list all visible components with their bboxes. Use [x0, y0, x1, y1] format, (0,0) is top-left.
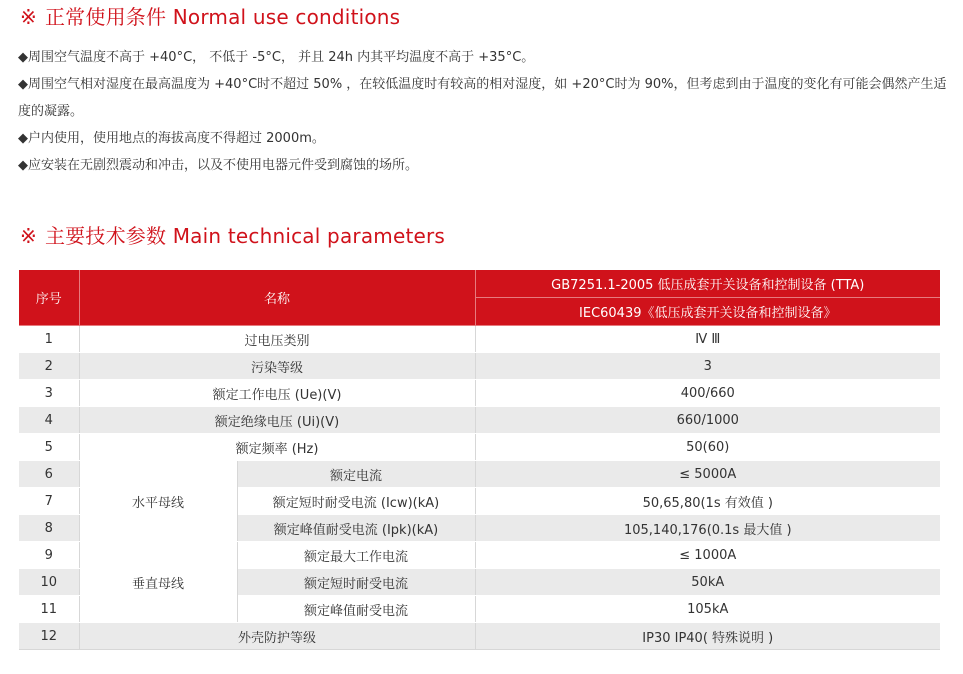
row-value: 50kA [475, 569, 940, 596]
row-name: 额定电流 [237, 461, 475, 488]
table-row [19, 434, 940, 461]
row-name: 额定最大工作电流 [237, 542, 475, 569]
table-row [19, 353, 940, 380]
header-standard-gb: GB7251.1-2005 低压成套开关设备和控制设备 (TTA) [475, 270, 940, 298]
condition-item: ◆户内使用，使用地点的海拔高度不得超过 2000m。 [18, 131, 325, 146]
row-name: 额定峰值耐受电流 [237, 596, 475, 623]
row-group-horizontal-busbar: 水平母线 [79, 461, 237, 542]
row-no: 7 [19, 488, 79, 515]
row-name: 过电压类别 [79, 326, 475, 353]
row-name: 额定工作电压 (Ue)(V) [79, 380, 475, 407]
row-no: 3 [19, 380, 79, 407]
row-no: 11 [19, 596, 79, 623]
table-row [19, 407, 940, 434]
reference-mark-icon: ※ [20, 5, 37, 29]
row-name: 污染等级 [79, 353, 475, 380]
row-value: 105,140,176(0.1s 最大值 ) [475, 515, 940, 542]
table-row [19, 542, 940, 569]
section-title-text: 正常使用条件 Normal use conditions [44, 5, 401, 29]
row-name: 额定短时耐受电流 [237, 569, 475, 596]
header-no: 序号 [19, 270, 79, 326]
section-title-normal-use [20, 7, 400, 27]
table-row [19, 326, 940, 353]
row-name: 额定峰值耐受电流 (Ipk)(kA) [237, 515, 475, 542]
row-value: 3 [475, 353, 940, 380]
row-name: 额定频率 (Hz) [79, 434, 475, 461]
header-name: 名称 [79, 270, 475, 326]
table-row [19, 380, 940, 407]
row-group-vertical-busbar: 垂直母线 [79, 542, 237, 623]
row-value: ≤ 1000A [475, 542, 940, 569]
condition-item: ◆应安装在无剧烈震动和冲击，以及不使用电器元件受到腐蚀的场所。 [18, 158, 418, 173]
condition-item: ◆周围空气相对湿度在最高温度为 +40°C时不超过 50% ，在较低温度时有较高的相对湿度，如 +20°C时为 90%，但考虑到由于温度的变化有可能会偶然产生适度的凝露。 [18, 77, 947, 119]
row-value: IP30 IP40( 特殊说明 ) [475, 623, 940, 650]
row-value: 400/660 [475, 380, 940, 407]
row-name: 外壳防护等级 [79, 623, 475, 650]
section-title-text: 主要技术参数 Main technical parameters [44, 224, 446, 248]
technical-parameters-table [19, 270, 940, 650]
section-title-main-params [20, 226, 445, 246]
row-value: 660/1000 [475, 407, 940, 434]
row-no: 1 [19, 326, 79, 353]
row-no: 2 [19, 353, 79, 380]
row-no: 6 [19, 461, 79, 488]
row-no: 5 [19, 434, 79, 461]
table-row [19, 461, 940, 488]
row-value: 50(60) [475, 434, 940, 461]
row-no: 8 [19, 515, 79, 542]
row-value: ≤ 5000A [475, 461, 940, 488]
row-value: 105kA [475, 596, 940, 623]
table-row [19, 623, 940, 650]
header-standard-iec: IEC60439《低压成套开关设备和控制设备》 [475, 298, 940, 326]
row-name: 额定绝缘电压 (Ui)(V) [79, 407, 475, 434]
conditions-list [18, 44, 948, 179]
row-value: Ⅳ Ⅲ [475, 326, 940, 353]
reference-mark-icon: ※ [20, 224, 37, 248]
row-no: 9 [19, 542, 79, 569]
row-name: 额定短时耐受电流 (Icw)(kA) [237, 488, 475, 515]
condition-item: ◆周围空气温度不高于 +40°C， 不低于 -5°C， 并且 24h 内其平均温度不高于 +35°C。 [18, 50, 535, 65]
row-no: 10 [19, 569, 79, 596]
row-no: 12 [19, 623, 79, 650]
row-value: 50,65,80(1s 有效值 ) [475, 488, 940, 515]
row-no: 4 [19, 407, 79, 434]
